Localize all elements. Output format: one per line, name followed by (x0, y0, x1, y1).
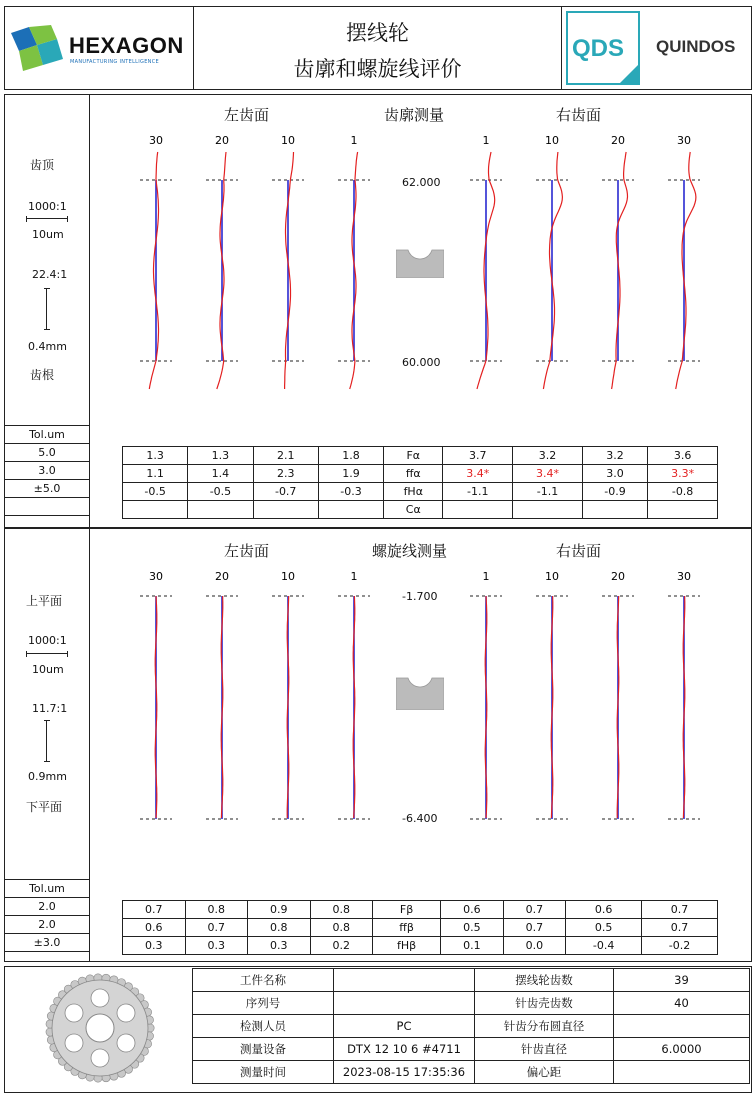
info-key: 针齿直径 (475, 1038, 614, 1061)
table-cell: 0.8 (185, 901, 248, 919)
info-key: 测量时间 (193, 1061, 334, 1084)
table-cell (318, 501, 383, 519)
page-title: 摆线轮 (346, 21, 409, 45)
tooth-number-label: 10 (545, 134, 559, 147)
tooth-number-label: 30 (677, 134, 691, 147)
table-cell: 0.7 (123, 901, 186, 919)
info-key: 摆线轮齿数 (475, 969, 614, 992)
table-row (193, 1015, 750, 1038)
profile-tol-header: Tol.um (5, 426, 90, 444)
table-cell: -0.3 (318, 483, 383, 501)
table-row (193, 1061, 750, 1084)
table-cell-out-of-tolerance: 3.4* (513, 465, 583, 483)
table-row-label: Cα (384, 501, 443, 519)
tooth-number-label: 30 (149, 134, 163, 147)
helix-top-value: -1.700 (402, 590, 438, 603)
table-cell: 0.8 (310, 919, 373, 937)
helix-results-table (122, 900, 718, 955)
helix-scale-ratio: 11.7:1 (32, 702, 68, 715)
profile-scale-unit: 10um (32, 228, 64, 241)
table-cell: 0.8 (248, 919, 311, 937)
measured-trace (612, 152, 628, 389)
table-cell (513, 501, 583, 519)
table-cell: 3.0 (582, 465, 647, 483)
table-cell: 0.3 (185, 937, 248, 955)
profile-scale-ratio: 22.4:1 (32, 268, 68, 281)
quindos-text: QUINDOS (656, 37, 736, 56)
table-cell: 0.6 (123, 919, 186, 937)
table-cell: -0.4 (566, 937, 642, 955)
table-row-label: fHα (384, 483, 443, 501)
info-key: 偏心距 (475, 1061, 614, 1084)
table-cell: 0.5 (441, 919, 504, 937)
profile-root-label: 齿根 (30, 368, 55, 382)
table-cell: 0.6 (566, 901, 642, 919)
tooth-number-label: 1 (482, 134, 490, 147)
tooth-number-label: 30 (677, 570, 691, 583)
measured-trace (676, 152, 696, 389)
profile-bottom-value: 60.000 (402, 356, 441, 369)
profile-tol-0: 5.0 (5, 444, 90, 462)
page-subtitle: 齿廓和螺旋线评价 (293, 57, 462, 81)
info-key: 工件名称 (193, 969, 334, 992)
header-logo-cell (4, 6, 194, 90)
table-cell: 1.3 (188, 447, 253, 465)
qds-logo-text: QDS (572, 35, 625, 62)
header-brand-cell (561, 6, 752, 90)
info-value: PC (334, 1015, 475, 1038)
table-cell: 0.7 (503, 919, 566, 937)
tooth-number-label: 20 (611, 570, 625, 583)
info-value: 6.0000 (614, 1038, 750, 1061)
table-cell-out-of-tolerance: 3.4* (443, 465, 513, 483)
table-cell: 1.9 (318, 465, 383, 483)
info-value: 40 (614, 992, 750, 1015)
table-cell: 3.7 (443, 447, 513, 465)
profile-traces (90, 130, 750, 400)
table-cell: -0.8 (648, 483, 718, 501)
helix-tol-header: Tol.um (5, 880, 90, 898)
table-row (193, 992, 750, 1015)
helix-tolerance-table (4, 879, 90, 952)
info-key: 序列号 (193, 992, 334, 1015)
table-row-label: fHβ (373, 937, 441, 955)
table-cell: 1.8 (318, 447, 383, 465)
table-cell: 0.9 (248, 901, 311, 919)
profile-center-title: 齿廓测量 (384, 106, 445, 124)
table-cell: 0.1 (441, 937, 504, 955)
table-cell: 0.7 (503, 901, 566, 919)
table-cell (253, 501, 318, 519)
table-cell: 0.5 (566, 919, 642, 937)
table-row (193, 1038, 750, 1061)
profile-results-table (122, 446, 718, 519)
table-cell: 0.2 (310, 937, 373, 955)
table-row (123, 465, 718, 483)
helix-length-bar (44, 720, 50, 762)
table-cell-out-of-tolerance: 3.3* (648, 465, 718, 483)
table-cell: 0.3 (123, 937, 186, 955)
helix-center-title: 螺旋线测量 (372, 542, 448, 560)
table-cell (648, 501, 718, 519)
profile-top-value: 62.000 (402, 176, 441, 189)
profile-scale-mag: 1000:1 (28, 200, 67, 213)
tooth-number-label: 10 (281, 134, 295, 147)
logo-text: HEXAGON (69, 33, 184, 58)
measured-trace (543, 152, 562, 389)
profile-tip-label: 齿顶 (30, 158, 55, 172)
tooth-number-label: 20 (611, 134, 625, 147)
hexagon-logo-icon (9, 25, 65, 73)
table-cell: 2.1 (253, 447, 318, 465)
table-cell: 0.7 (642, 901, 718, 919)
table-cell: 0.7 (642, 919, 718, 937)
table-cell: 0.6 (441, 901, 504, 919)
header-title-cell (193, 6, 562, 90)
table-cell: 0.7 (185, 919, 248, 937)
table-cell: 3.2 (513, 447, 583, 465)
table-row-label: Fα (384, 447, 443, 465)
table-row (123, 937, 718, 955)
info-value (614, 1061, 750, 1084)
tooth-number-label: 1 (350, 570, 358, 583)
table-cell: 2.3 (253, 465, 318, 483)
info-value: DTX 12 10 6 #4711 (334, 1038, 475, 1061)
tooth-number-label: 20 (215, 134, 229, 147)
measured-trace (149, 152, 158, 389)
helix-scale-bar (26, 651, 68, 657)
tooth-number-label: 1 (482, 570, 490, 583)
info-value (614, 1015, 750, 1038)
table-cell: 1.4 (188, 465, 253, 483)
helix-scale-mag: 1000:1 (28, 634, 67, 647)
table-row (193, 969, 750, 992)
table-row (123, 901, 718, 919)
table-row (123, 447, 718, 465)
profile-scale-bar (26, 216, 68, 222)
tooth-number-label: 10 (281, 570, 295, 583)
info-value: 39 (614, 969, 750, 992)
profile-length-bar (44, 288, 50, 330)
table-cell: -0.2 (642, 937, 718, 955)
info-key: 测量设备 (193, 1038, 334, 1061)
table-row (123, 501, 718, 519)
table-row (123, 919, 718, 937)
tooth-number-label: 30 (149, 570, 163, 583)
helix-top-label: 上平面 (26, 594, 63, 608)
profile-tol-3 (5, 498, 90, 516)
helix-bottom-value: -6.400 (402, 812, 438, 825)
table-cell: -1.1 (443, 483, 513, 501)
table-cell: -1.1 (513, 483, 583, 501)
table-cell: 0.8 (310, 901, 373, 919)
tooth-number-label: 20 (215, 570, 229, 583)
table-row (123, 483, 718, 501)
table-cell: 0.3 (248, 937, 311, 955)
helix-bottom-label: 下平面 (26, 800, 63, 814)
table-cell: -0.5 (188, 483, 253, 501)
table-cell: 1.3 (123, 447, 188, 465)
table-cell: 3.2 (582, 447, 647, 465)
qds-logo-corner (620, 65, 638, 83)
helix-traces (90, 566, 750, 830)
helix-tol-1: 2.0 (5, 916, 90, 934)
table-cell: 1.1 (123, 465, 188, 483)
table-row-label: ffα (384, 465, 443, 483)
table-cell: 0.0 (503, 937, 566, 955)
table-cell: 3.6 (648, 447, 718, 465)
profile-tol-2: ±5.0 (5, 480, 90, 498)
table-cell (188, 501, 253, 519)
profile-scale-len: 0.4mm (28, 340, 67, 353)
measured-trace (285, 152, 294, 389)
helix-left-flank-title: 左齿面 (224, 542, 270, 560)
table-row-label: ffβ (373, 919, 441, 937)
qds-logo (566, 11, 640, 85)
logo-subtext: MANUFACTURING INTELLIGENCE (70, 59, 159, 65)
table-cell: -0.5 (123, 483, 188, 501)
info-table (192, 968, 750, 1084)
profile-tolerance-table (4, 425, 90, 516)
info-value (334, 969, 475, 992)
profile-left-flank-title: 左齿面 (224, 106, 270, 124)
helix-tol-2: ±3.0 (5, 934, 90, 952)
helix-scale-unit: 10um (32, 663, 64, 676)
info-key: 针齿分布圆直径 (475, 1015, 614, 1038)
helix-scale-len: 0.9mm (28, 770, 67, 783)
table-row-label: Fβ (373, 901, 441, 919)
info-key: 检测人员 (193, 1015, 334, 1038)
cycloid-gear-icon (40, 968, 160, 1088)
table-cell (123, 501, 188, 519)
profile-tol-1: 3.0 (5, 462, 90, 480)
tooth-number-label: 10 (545, 570, 559, 583)
table-cell: -0.7 (253, 483, 318, 501)
helix-right-flank-title: 右齿面 (556, 542, 602, 560)
profile-right-flank-title: 右齿面 (556, 106, 602, 124)
helix-tol-0: 2.0 (5, 898, 90, 916)
table-cell (582, 501, 647, 519)
info-value: 2023-08-15 17:35:36 (334, 1061, 475, 1084)
table-cell: -0.9 (582, 483, 647, 501)
info-key: 针齿壳齿数 (475, 992, 614, 1015)
table-cell (443, 501, 513, 519)
tooth-number-label: 1 (350, 134, 358, 147)
info-value (334, 992, 475, 1015)
